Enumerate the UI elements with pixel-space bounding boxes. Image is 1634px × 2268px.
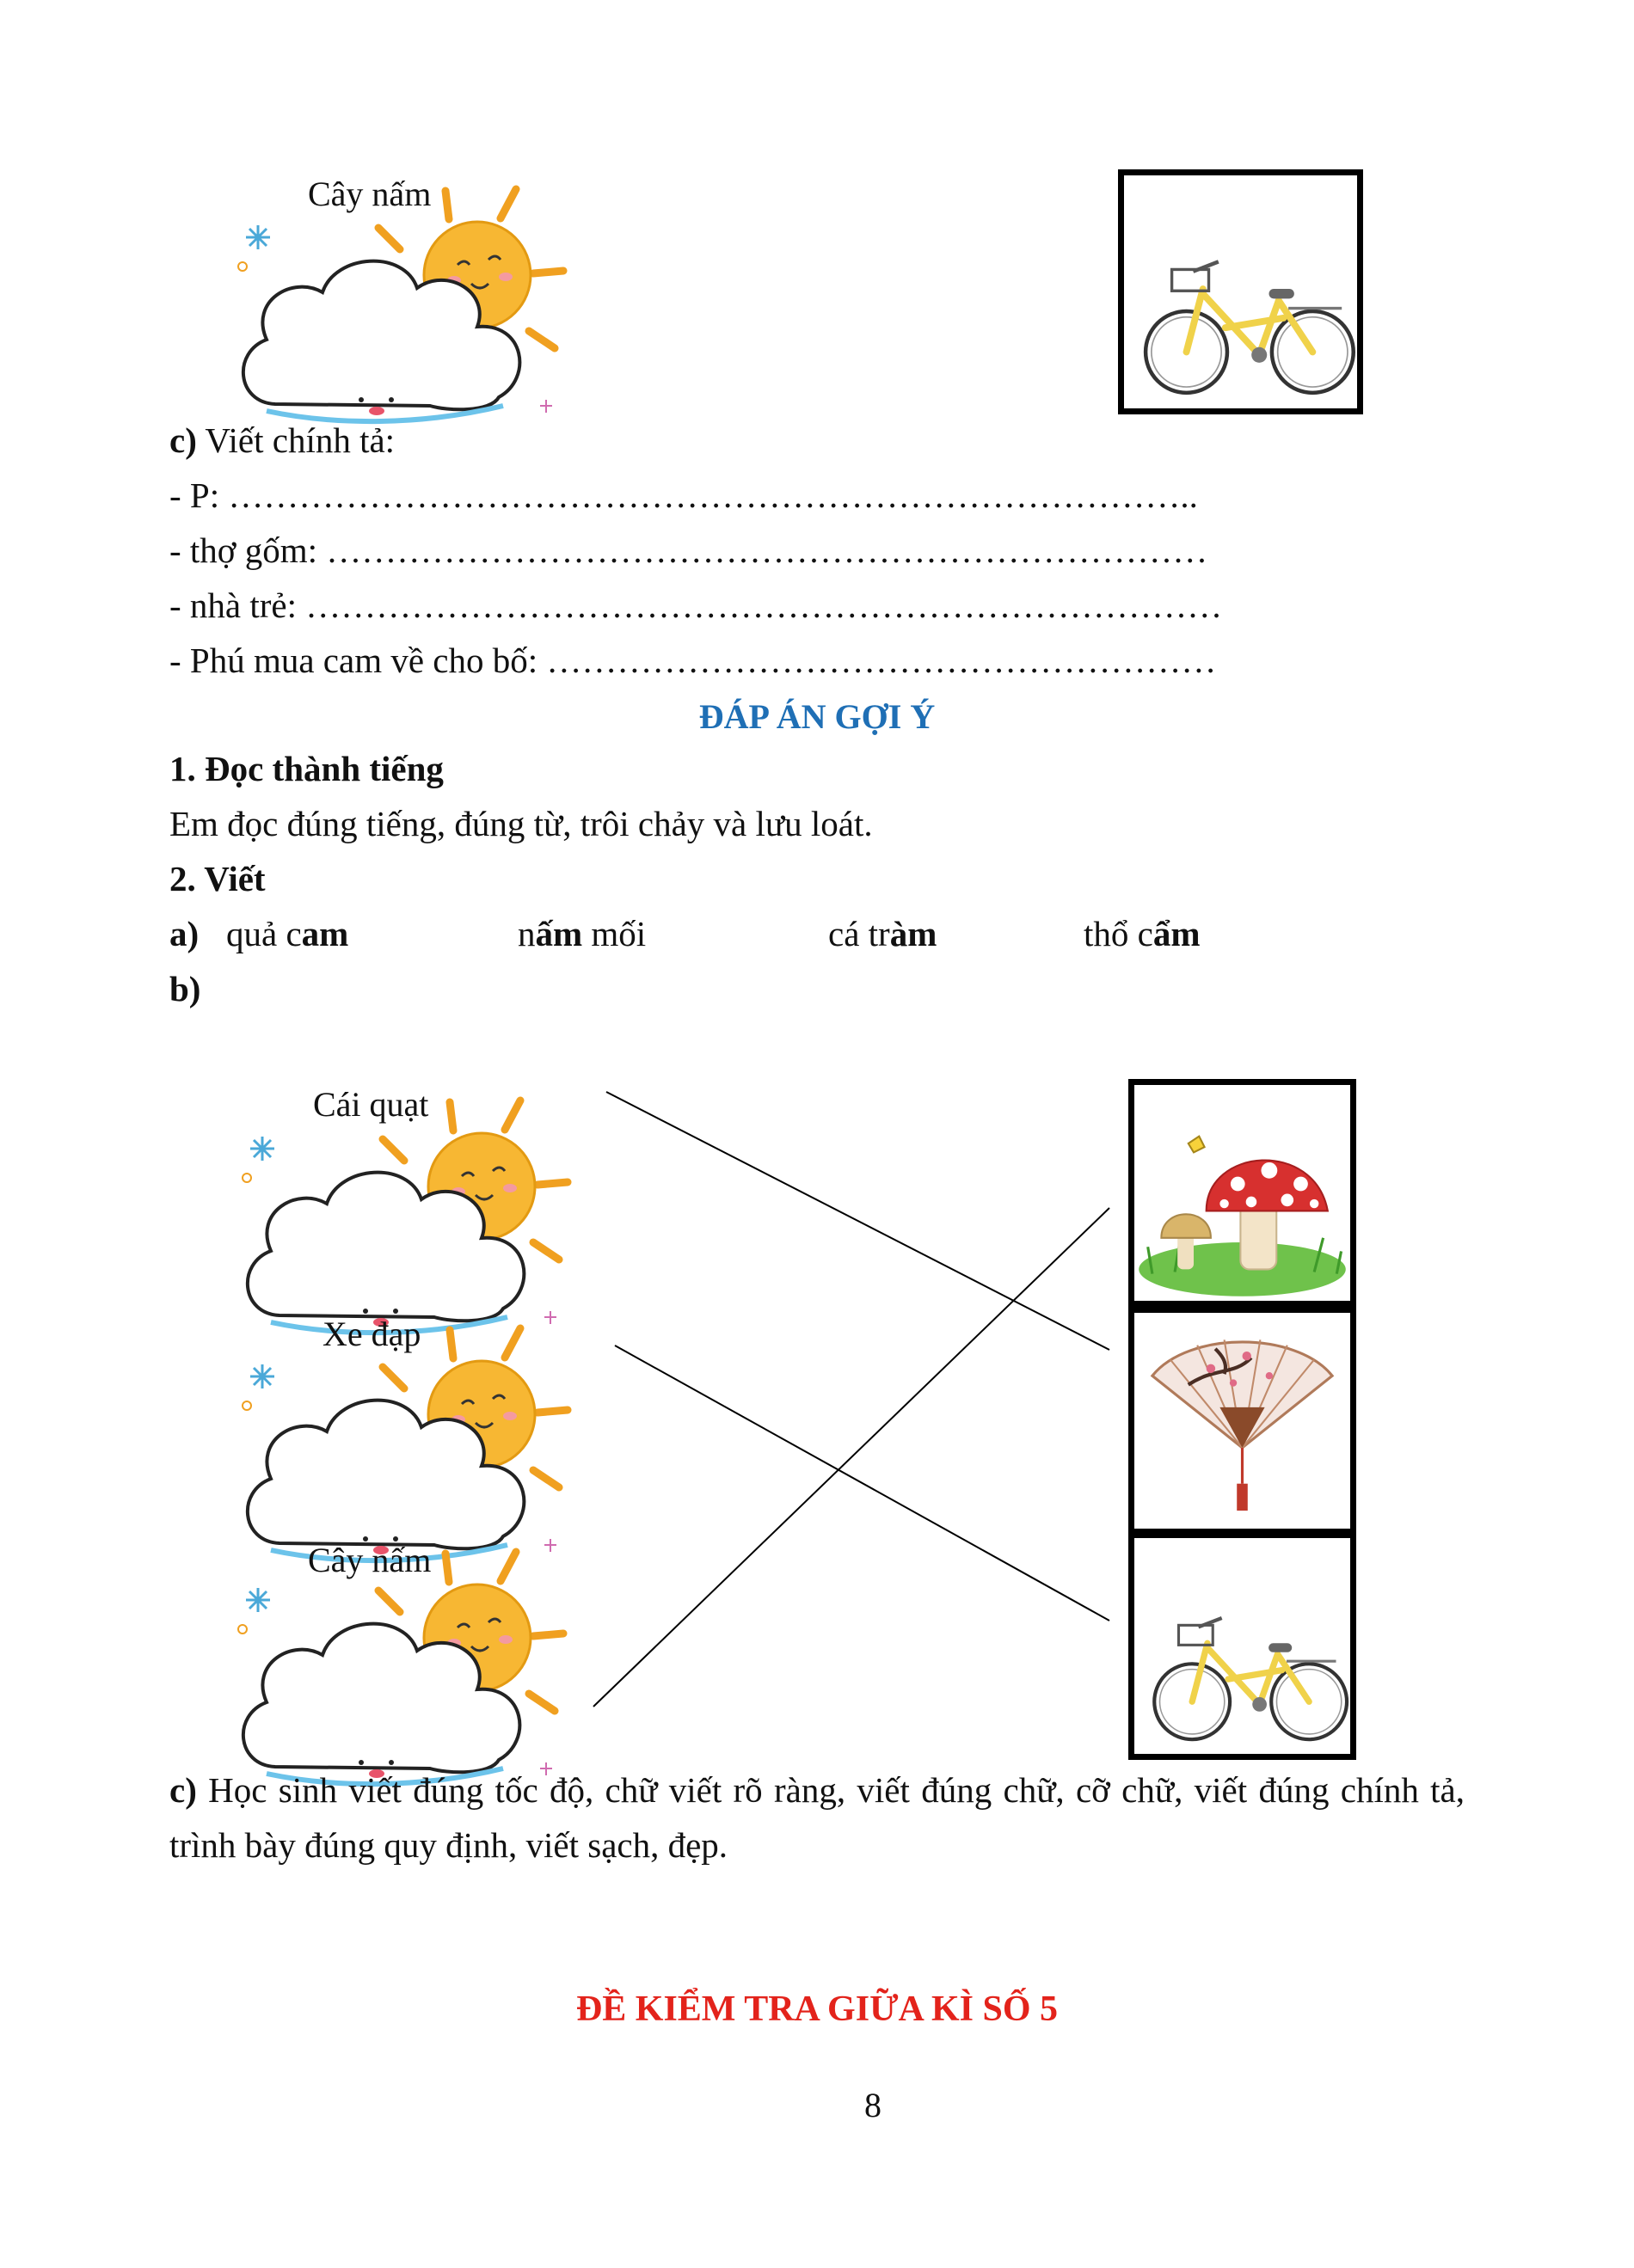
bicycle-image-box xyxy=(1128,1532,1356,1760)
hand-fan-icon xyxy=(1134,1313,1350,1529)
dictation-line: - nhà trẻ: …………………………………………………………………… xyxy=(169,585,1223,625)
bicycle-image-box xyxy=(1118,169,1363,414)
cloud-label: Cây nấm xyxy=(308,1541,432,1579)
match-line xyxy=(615,1345,1109,1621)
part-a-label: a) xyxy=(169,914,200,953)
mushroom-icon xyxy=(1134,1085,1350,1301)
section-1-text: Em đọc đúng tiếng, đúng từ, trôi chảy và lưu loát. xyxy=(169,804,873,843)
dictation-line: - thợ gốm: ………………………………………………………………… xyxy=(169,530,1208,570)
answer-word: quả cam xyxy=(226,914,349,953)
section-c-heading: c) Viết chính tả: xyxy=(169,420,396,460)
page-number: 8 xyxy=(864,2086,882,2124)
bicycle-icon xyxy=(1124,175,1357,408)
answer-word: cá tràm xyxy=(828,914,937,953)
part-b-label: b) xyxy=(169,969,201,1008)
fan-image-box xyxy=(1128,1307,1356,1535)
cloud-sun-icon xyxy=(236,1320,598,1578)
cloud-sun-icon xyxy=(236,1092,598,1353)
section-c-answer: c) Học sinh viết đúng tốc độ, chữ viết rõ ràng, viết đúng chữ, cỡ chữ, viết đúng chính tả, trình bày đúng quy định, viết sạch, đẹp. xyxy=(169,1770,1465,1865)
cloud-label: Cây nấm xyxy=(308,175,432,213)
section-2-title: 2. Viết xyxy=(169,859,266,898)
dictation-line: - Phú mua cam về cho bố: ………………………………………………… xyxy=(169,641,1217,680)
answer-word: nấm mối xyxy=(518,914,647,953)
match-line xyxy=(606,1092,1109,1350)
bicycle-icon xyxy=(1134,1538,1350,1754)
answer-word: thổ cẩm xyxy=(1084,914,1201,953)
cloud-label: Cái quạt xyxy=(313,1085,429,1124)
next-exam-title: ĐỀ KIỂM TRA GIỮA KÌ SỐ 5 xyxy=(575,1989,1059,2029)
section-1-title: 1. Đọc thành tiếng xyxy=(169,749,444,788)
mushroom-image-box xyxy=(1128,1079,1356,1307)
answer-title: ĐÁP ÁN GỢI Ý xyxy=(698,697,936,736)
dictation-line: - P: ……………………………………………………………………….. xyxy=(169,475,1198,515)
match-line xyxy=(593,1208,1109,1707)
cloud-sun-icon xyxy=(232,181,593,438)
cloud-label: Xe đạp xyxy=(322,1315,421,1353)
